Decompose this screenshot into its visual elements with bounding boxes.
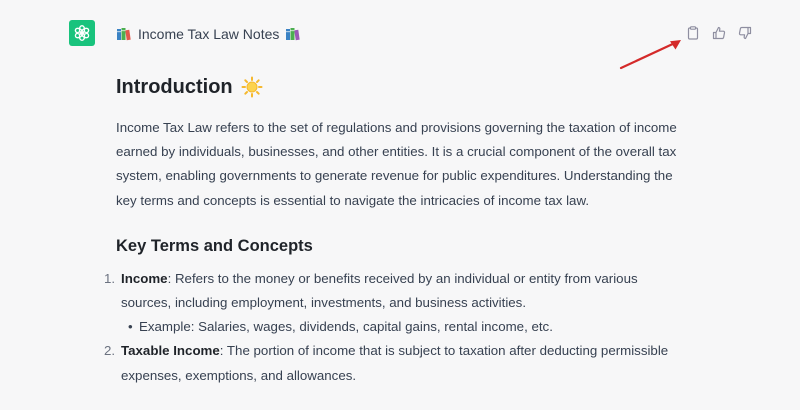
key-terms-list xyxy=(104,267,686,388)
term-name: Income xyxy=(121,270,168,286)
list-number: 2. xyxy=(104,343,116,359)
thumbs-up-icon xyxy=(712,26,726,40)
sun-icon xyxy=(241,76,263,98)
thumbs-up-button[interactable] xyxy=(710,24,728,42)
message-title-row xyxy=(116,24,301,44)
message-content xyxy=(104,70,686,388)
intro-paragraph: Income Tax Law refers to the set of regulations and provisions governing the taxation of income earned by individuals, businesses, and other entities. It is a crucial component of the overall tax system, enabling governments to generate revenue for public expenditures. Understanding the key terms and concepts is essential to navigate the intricacies of income tax law. xyxy=(116,120,677,208)
message-actions xyxy=(684,24,754,42)
example-list xyxy=(121,315,686,339)
thumbs-down-button[interactable] xyxy=(736,24,754,42)
example-text: Example: Salaries, wages, dividends, capital gains, rental income, etc. xyxy=(139,319,553,335)
section-heading-key-terms: Key Terms and Concepts xyxy=(116,236,313,255)
copy-button[interactable] xyxy=(684,24,702,42)
list-number: 1. xyxy=(104,270,116,286)
term-description: : The portion of income that is subject to taxation after deducting permissible expenses, exemptions, and allowances. xyxy=(121,343,669,383)
term-name: Taxable Income xyxy=(121,343,220,359)
term-description: : Refers to the money or benefits received by an individual or entity from various sources, including employment, investments, and business activities. xyxy=(121,270,638,311)
openai-logo-icon xyxy=(73,24,91,42)
list-item xyxy=(104,339,686,387)
assistant-avatar xyxy=(69,20,95,46)
thumbs-down-icon xyxy=(738,26,752,40)
books-icon xyxy=(285,27,301,41)
bullet: • xyxy=(128,319,133,335)
heading-text: Introduction xyxy=(116,75,233,98)
books-icon xyxy=(116,27,132,41)
section-heading-introduction xyxy=(116,70,686,104)
copy-icon xyxy=(686,26,700,40)
list-item xyxy=(104,267,686,340)
list-item xyxy=(121,315,686,339)
message-title: Income Tax Law Notes xyxy=(138,26,280,42)
